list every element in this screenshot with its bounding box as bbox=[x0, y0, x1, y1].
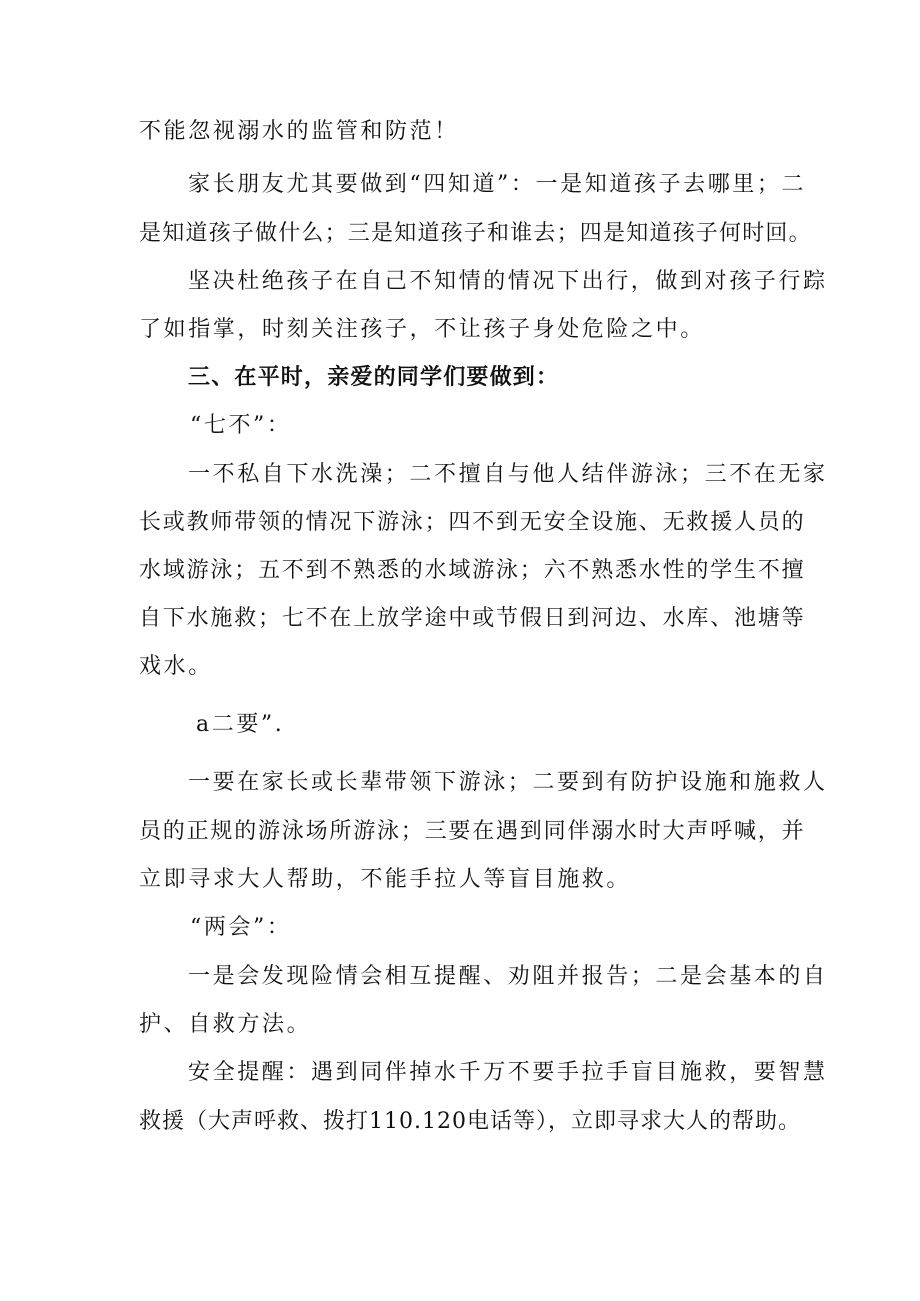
subheading-two-musts: a二要”. bbox=[196, 712, 285, 737]
text-line-8: 一不私自下水洗澡；二不擅自与他人结伴游泳；三不在无家 bbox=[188, 462, 828, 487]
text-line-20: 安全提醒：遇到同伴掉水千万不要手拉手盲目施救，要智慧 bbox=[188, 1060, 828, 1085]
text-line-2: 家长朋友尤其要做到“四知道”：一是知道孩子去哪里；二 bbox=[188, 172, 807, 197]
text-line-14: 一要在家长或长辈带领下游泳；二要到有防护设施和施救人 bbox=[188, 770, 828, 795]
text-line-16: 立即寻求大人帮助，不能手拉人等盲目施救。 bbox=[139, 867, 632, 892]
text-line-15: 员的正规的游泳场所游泳；三要在遇到同伴溺水时大声呼喊，并 bbox=[139, 819, 806, 844]
subheading-seven-nots: “七不”： bbox=[190, 413, 292, 438]
text-line-11: 自下水施救；七不在上放学途中或节假日到河边、水库、池塘等 bbox=[139, 606, 806, 631]
text-line-9: 长或教师带领的情况下游泳；四不到无安全设施、无救援人员的 bbox=[139, 510, 806, 535]
text-line-19: 护、自救方法。 bbox=[139, 1012, 312, 1037]
subheading-two-abilities: “两会”： bbox=[190, 915, 292, 940]
text-line-10: 水域游泳；五不到不熟悉的水域游泳；六不熟悉水性的学生不擅 bbox=[139, 558, 806, 583]
text-line-18: 一是会发现险情会相互提醒、劝阻并报告；二是会基本的自 bbox=[188, 964, 828, 989]
section-heading: 三、在平时，亲爱的同学们要做到： bbox=[188, 365, 560, 390]
text-line-3: 是知道孩子做什么；三是知道孩子和谁去；四是知道孩子何时回。 bbox=[139, 221, 812, 246]
text-line-21: 救援（大声呼救、拨打110.120电话等），立即寻求大人的帮助。 bbox=[139, 1109, 801, 1134]
text-line-5: 了如指掌，时刻关注孩子，不让孩子身处危险之中。 bbox=[139, 317, 705, 342]
text-line-4: 坚决杜绝孩子在自己不知情的情况下出行，做到对孩子行踪 bbox=[188, 269, 828, 294]
text-line-12: 戏水。 bbox=[139, 654, 213, 679]
text-line-1: 不能忽视溺水的监管和防范！ bbox=[139, 119, 459, 144]
